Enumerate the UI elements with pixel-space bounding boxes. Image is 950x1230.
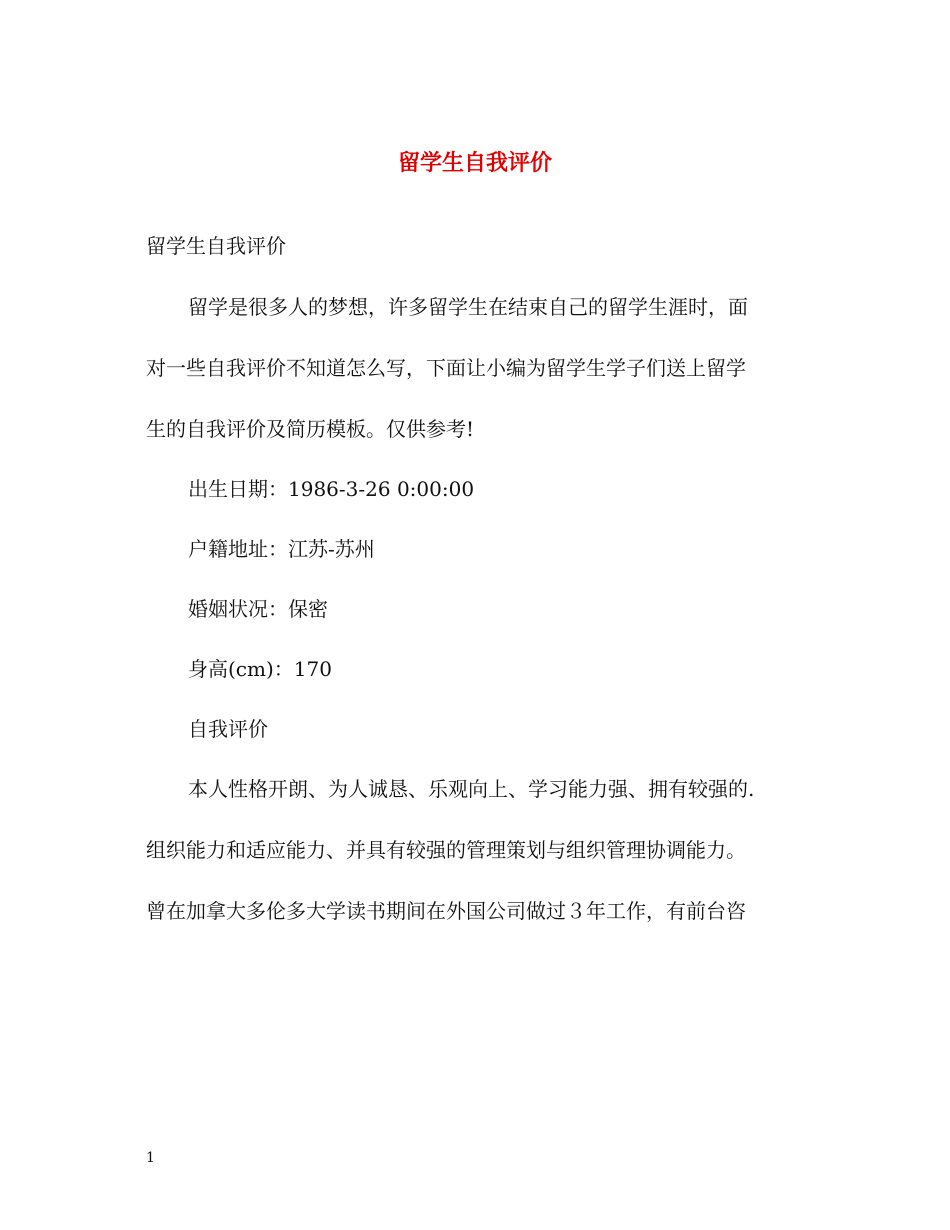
section-heading-self-evaluation: 自我评价 xyxy=(188,717,268,741)
document-body xyxy=(146,228,806,929)
field-household-address: 户籍地址：江苏-苏州 xyxy=(188,537,375,561)
body-line-3: 曾在加拿大多伦多大学读书期间在外国公司做过３年工作，有前台咨 xyxy=(146,899,746,923)
intro-line-2: 对一些自我评价不知道怎么写，下面让小编为留学生学子们送上留学 xyxy=(146,356,746,380)
intro-line-1: 留学是很多人的梦想，许多留学生在结束自己的留学生涯时，面 xyxy=(188,295,748,319)
page-number: 1 xyxy=(146,1150,155,1166)
field-marital-status: 婚姻状况：保密 xyxy=(188,597,328,621)
intro-line-3: 生的自我评价及简历模板。仅供参考! xyxy=(146,417,475,441)
field-height: 身高(cm)：170 xyxy=(188,657,332,681)
body-line-1: 本人性格开朗、为人诚恳、乐观向上、学习能力强、拥有较强的. xyxy=(188,777,755,801)
field-birth-date: 出生日期：1986-3-26 0:00:00 xyxy=(188,477,475,501)
body-line-2: 组织能力和适应能力、并具有较强的管理策划与组织管理协调能力。 xyxy=(146,838,746,862)
document-title: 留学生自我评价 xyxy=(397,150,552,176)
document-heading: 留学生自我评价 xyxy=(146,234,286,258)
